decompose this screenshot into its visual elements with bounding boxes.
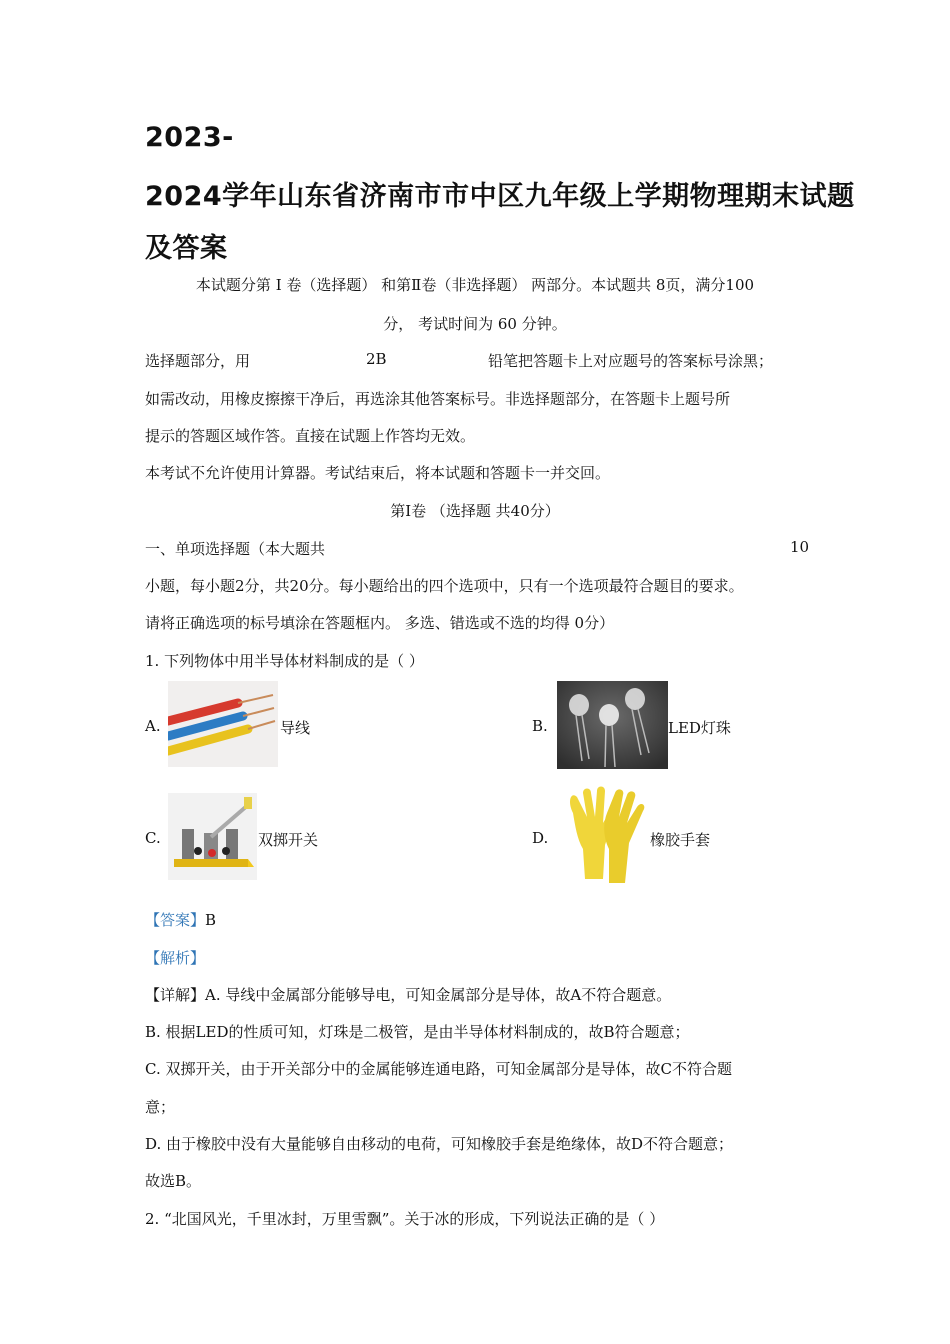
option-c-letter: C.: [145, 829, 161, 847]
detail-line-6: 故选B。: [145, 1172, 202, 1190]
analysis-tag: 【解析】: [145, 949, 206, 967]
title-line-3: 及答案: [145, 233, 228, 264]
instruction-line-4: 如需改动，用橡皮擦擦干净后，再选涂其他答案标号。非选择题部分，在答题卡上题号所: [145, 390, 731, 408]
instruction-line-3c: 铅笔把答题卡上对应题号的答案标号涂黑；: [488, 352, 774, 370]
option-a-letter: A.: [145, 717, 161, 735]
detail-line-5: D. 由于橡胶中没有大量能够自由移动的电荷，可知橡胶手套是绝缘体，故D不符合题意；: [145, 1135, 734, 1153]
option-b-letter: B.: [532, 717, 548, 735]
detail-line-1: [145, 984, 671, 1005]
detail-line-2: B. 根据LED的性质可知，灯珠是二极管，是由半导体材料制成的，故B符合题意；: [145, 1023, 690, 1041]
title-line-2: 2024学年山东省济南市市中区九年级上学期物理期末试题: [145, 181, 855, 212]
question-1-stem: 1. 下列物体中用半导体材料制成的是（ ）: [145, 652, 424, 670]
answer-tag: 【答案】: [145, 911, 206, 929]
led-image: [557, 681, 668, 769]
glove-image: [563, 783, 647, 891]
option-d-label: 橡胶手套: [650, 831, 711, 849]
instruction-line-3b: 2B: [366, 350, 387, 368]
part-intro-2: 小题，每小题2分，共20分。每小题给出的四个选项中，只有一个选项最符合题目的要求。: [145, 577, 744, 595]
switch-image: [168, 793, 257, 880]
detail-line-4: 意；: [145, 1098, 176, 1116]
option-d-letter: D.: [532, 829, 549, 847]
detail-text-1: A. 导线中金属部分能够导电，可知金属部分是导体，故A不符合题意。: [205, 986, 672, 1004]
title-line-1: 2023-: [145, 122, 234, 153]
part-intro-1a: 一、单项选择题（本大题共: [145, 540, 326, 558]
part-intro-1b: 10: [790, 538, 810, 556]
option-b-label: LED灯珠: [668, 719, 731, 737]
instruction-line-3a: 选择题部分，用: [145, 352, 251, 370]
detail-tag: 【详解】: [145, 986, 206, 1004]
instruction-line-1: 本试题分第 Ⅰ 卷（选择题） 和第Ⅱ卷（非选择题） 两部分。本试题共 8页，满分100: [195, 276, 755, 294]
option-c-label: 双掷开关: [258, 831, 319, 849]
option-a-label: 导线: [280, 719, 311, 737]
instruction-line-2: 分， 考试时间为 60 分钟。: [383, 315, 567, 333]
answer-line: [145, 909, 216, 930]
answer-value: B: [205, 911, 217, 929]
detail-line-3: C. 双掷开关，由于开关部分中的金属能够连通电路，可知金属部分是导体，故C不符合题: [145, 1060, 732, 1078]
part-intro-3: 请将正确选项的标号填涂在答题框内。 多选、错选或不选的均得 0分）: [145, 614, 615, 632]
instruction-line-5: 提示的答题区域作答。直接在试题上作答均无效。: [145, 427, 476, 445]
wire-image: [168, 681, 278, 767]
question-2-stem: 2. “北国风光，千里冰封，万里雪飘”。关于冰的形成，下列说法正确的是（ ）: [145, 1210, 665, 1228]
section-heading: 第Ⅰ卷 （选择题 共40分）: [390, 502, 560, 520]
instruction-line-6: 本考试不允许使用计算器。考试结束后，将本试题和答题卡一并交回。: [145, 464, 611, 482]
